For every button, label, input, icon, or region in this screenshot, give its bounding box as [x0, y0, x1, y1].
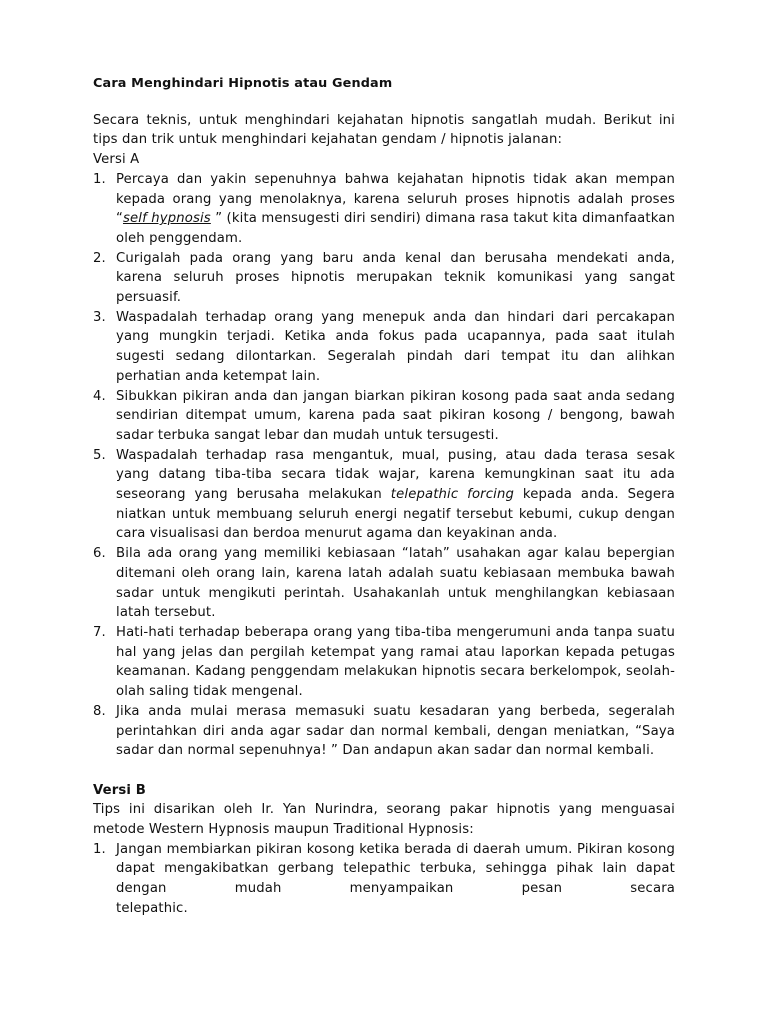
- list-text: Hati-hati terhadap beberapa orang yang tiba-tiba mengerumuni anda tanpa suatu hal yang jelas dan pergilah ketempat yang ramai atau laporkan kepada petugas keamanan. Kadang penggendam melakukan hipnotis secara berkelompok, seolah-olah saling tidak mengenal.: [116, 624, 675, 700]
- list-text: Percaya dan yakin sepenuhnya bahwa kejahatan hipnotis tidak akan mempan kepada orang yang menolaknya, karena seluruh proses hipnotis adalah proses “: [116, 171, 675, 227]
- section-spacer: [93, 761, 675, 781]
- version-b-list: [93, 840, 675, 919]
- intro-paragraph: Secara teknis, untuk menghindari kejahatan hipnotis sangatlah mudah. Berikut ini tips dan trik untuk menghindari kejahatan gendam / hipnotis jalanan:: [93, 112, 675, 148]
- version-b-heading: Versi B: [93, 782, 146, 798]
- list-text: Bila ada orang yang memiliki kebiasaan “latah” usahakan agar kalau bepergian ditemani oleh orang lain, karena latah adalah suatu kebiasaan membuka bawah sadar untuk mengikuti perintah. Usahakanlah untuk menghilangkan kebiasaan latah tersebut.: [116, 546, 675, 621]
- list-text: Jangan membiarkan pikiran kosong ketika berada di daerah umum. Pikiran kosong dapat mengakibatkan gerbang telepathic terbuka, sehingga pihak lain dapat dengan mudah menyampaikan pesan secara: [116, 841, 675, 897]
- list-item: [93, 623, 675, 702]
- list-item: [93, 170, 675, 249]
- list-number: 3.: [93, 309, 106, 325]
- list-number: 5.: [93, 447, 106, 463]
- list-number: 4.: [93, 388, 106, 404]
- list-text: kepada anda. Segera niatkan untuk membuang seluruh energi negatif tersebut kebumi, cukup dengan cara visualisasi dan berdoa menurut agama dan keyakinan anda.: [116, 487, 675, 542]
- list-number: 8.: [93, 703, 106, 719]
- list-number: 6.: [93, 546, 106, 562]
- list-text: ” (kita mensugesti diri sendiri) dimana rasa takut kita dimanfaatkan oleh penggendam.: [116, 211, 675, 246]
- list-item: [93, 308, 675, 387]
- emphasis-text: self hypnosis: [122, 211, 211, 227]
- list-number: 7.: [93, 624, 106, 640]
- list-item: [93, 387, 675, 446]
- list-text: Jika anda mulai merasa memasuki suatu kesadaran yang berbeda, segeralah perintahkan diri anda agar sadar dan normal kembali, dengan meniatkan, “Saya sadar dan normal sepenuhnya! ” Dan andapun akan sadar dan normal kembali.: [116, 703, 675, 759]
- emphasis-text: telepathic forcing: [390, 487, 514, 503]
- document-body: [93, 74, 675, 919]
- list-number: 1.: [93, 841, 106, 857]
- list-text: Waspadalah terhadap rasa mengantuk, mual, pusing, atau dada terasa sesak yang datang tiba-tiba secara tidak wajar, karena kemungkinan saat itu ada seseorang yang berusaha melakukan: [116, 447, 675, 503]
- version-b-intro: Tips ini disarikan oleh Ir. Yan Nurindra, seorang pakar hipnotis yang menguasai metode Western Hypnosis maupun Traditional Hypnosis:: [93, 802, 675, 837]
- list-number: 1.: [93, 171, 106, 187]
- list-number: 2.: [93, 250, 106, 266]
- list-item: [93, 702, 675, 761]
- list-item: [93, 446, 675, 545]
- version-a-list: [93, 170, 675, 761]
- list-text: Sibukkan pikiran anda dan jangan biarkan pikiran kosong pada saat anda sedang sendirian ditempat umum, karena pada saat pikiran kosong / bengong, bawah sadar terbuka sangat lebar dan mudah untuk tersugesti.: [116, 388, 675, 443]
- document-title: Cara Menghindari Hipnotis atau Gendam: [93, 76, 393, 91]
- list-item: [93, 840, 675, 919]
- list-text: Curigalah pada orang yang baru anda kenal dan berusaha mendekati anda, karena seluruh proses hipnotis merupakan teknik komunikasi yang sangat persuasif.: [116, 250, 675, 306]
- list-text: Waspadalah terhadap orang yang menepuk anda dan hindari dari percakapan yang mungkin terjadi. Ketika anda fokus pada ucapannya, pada saat itulah sugesti sedang dilontarkan. Segeralah pindah dari tempat itu dan alihkan perhatian anda ketempat lain.: [116, 309, 675, 384]
- list-item: [93, 249, 675, 308]
- list-item: [93, 544, 675, 623]
- version-a-heading: Versi A: [93, 152, 140, 168]
- list-text-tail: telepathic.: [116, 900, 188, 916]
